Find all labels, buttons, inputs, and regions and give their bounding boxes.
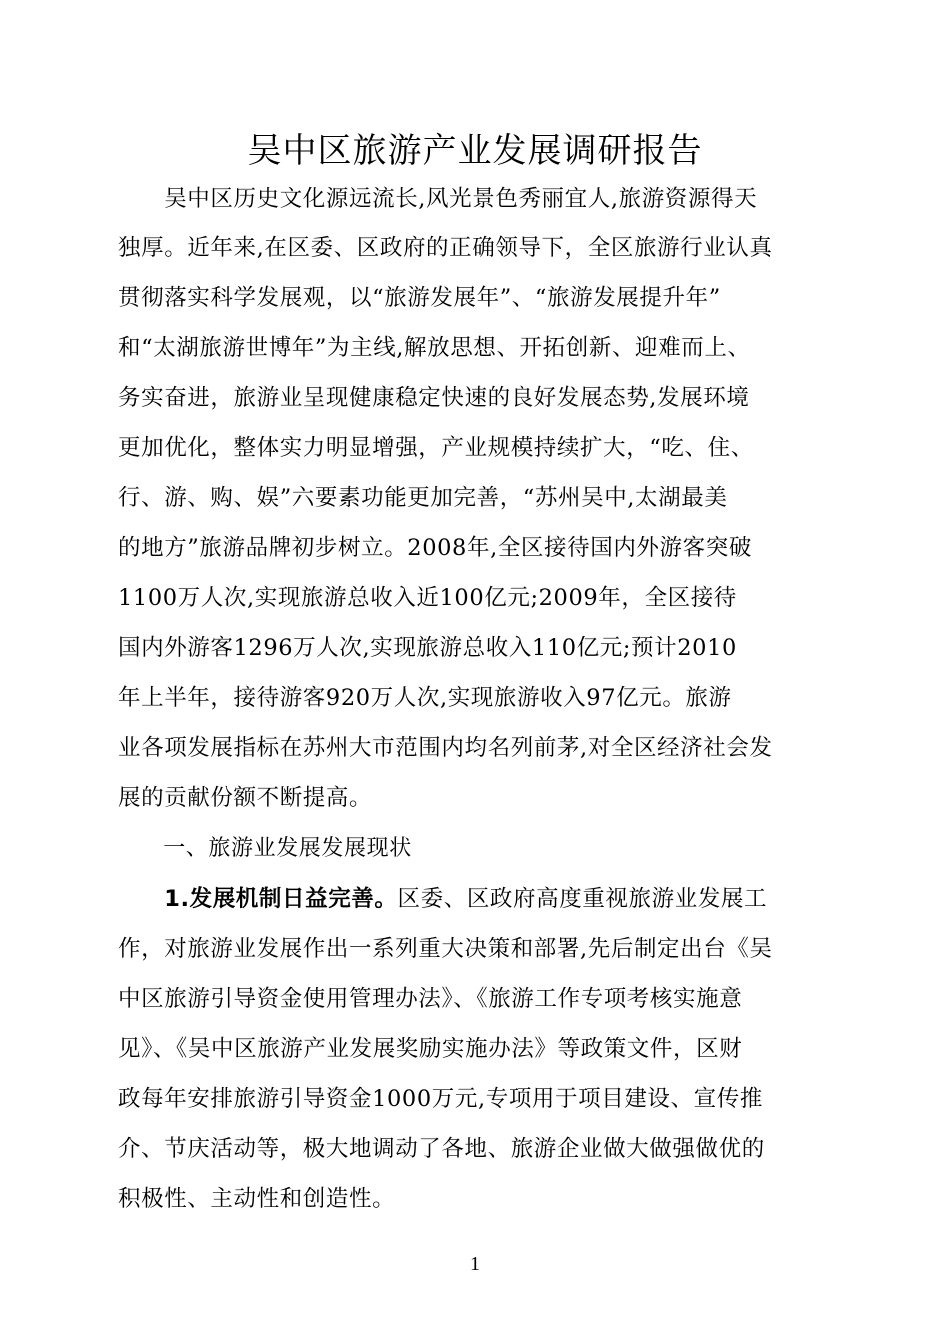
section-heading: 一、旅游业发展发展现状 bbox=[118, 836, 412, 861]
subsection-first-line-text: 区委、区政府高度重视旅游业发展工 bbox=[397, 886, 768, 912]
intro-line-5: 务实奋进，旅游业呈现健康稳定快速的良好发展态势,发展环境 bbox=[118, 385, 750, 411]
intro-line-10: 国内外游客1296万人次,实现旅游总收入110亿元;预计2010 bbox=[118, 635, 737, 661]
subsection-first-line bbox=[118, 884, 767, 914]
page-number: 1 bbox=[470, 1253, 480, 1275]
intro-line-11: 年上半年，接待游客920万人次,实现旅游收入97亿元。旅游 bbox=[118, 685, 732, 711]
intro-line-13: 展的贡献份额不断提高。 bbox=[118, 785, 373, 811]
intro-line-2: 独厚。近年来,在区委、区政府的正确领导下，全区旅游行业认真 bbox=[118, 235, 773, 261]
intro-line-7: 行、游、购、娱”六要素功能更加完善，“苏州吴中,太湖最美 bbox=[118, 485, 728, 511]
intro-line-1: 吴中区历史文化源远流长,风光景色秀丽宜人,旅游资源得天 bbox=[118, 186, 758, 212]
subsection-line-6: 介、节庆活动等，极大地调动了各地、旅游企业做大做强做优的 bbox=[118, 1136, 765, 1162]
document-title: 吴中区旅游产业发展调研报告 bbox=[247, 131, 703, 171]
intro-line-8: 的地方”旅游品牌初步树立。2008年,全区接待国内外游客突破 bbox=[118, 535, 752, 561]
subsection-line-7: 积极性、主动性和创造性。 bbox=[118, 1186, 396, 1212]
intro-line-4: 和“太湖旅游世博年”为主线,解放思想、开拓创新、迎难而上、 bbox=[118, 335, 751, 361]
intro-line-6: 更加优化，整体实力明显增强，产业规模持续扩大，“吃、住、 bbox=[118, 435, 754, 461]
subsection-line-5: 政每年安排旅游引导资金1000万元,专项用于项目建设、宣传推 bbox=[118, 1086, 763, 1112]
subsection-line-4: 见》、《吴中区旅游产业发展奖励实施办法》等政策文件，区财 bbox=[118, 1036, 743, 1062]
subsection-label: 1.发展机制日益完善。 bbox=[118, 886, 398, 912]
intro-line-3: 贯彻落实科学发展观，以“旅游发展年”、“旅游发展提升年” bbox=[118, 285, 721, 311]
subsection-line-2: 作，对旅游业发展作出一系列重大决策和部署,先后制定出台《吴 bbox=[118, 936, 773, 962]
intro-line-12: 业各项发展指标在苏州大市范围内均名列前茅,对全区经济社会发 bbox=[118, 735, 773, 761]
subsection-line-3: 中区旅游引导资金使用管理办法》、《旅游工作专项考核实施意 bbox=[118, 986, 743, 1012]
intro-line-9: 1100万人次,实现旅游总收入近100亿元;2009年，全区接待 bbox=[118, 585, 737, 611]
